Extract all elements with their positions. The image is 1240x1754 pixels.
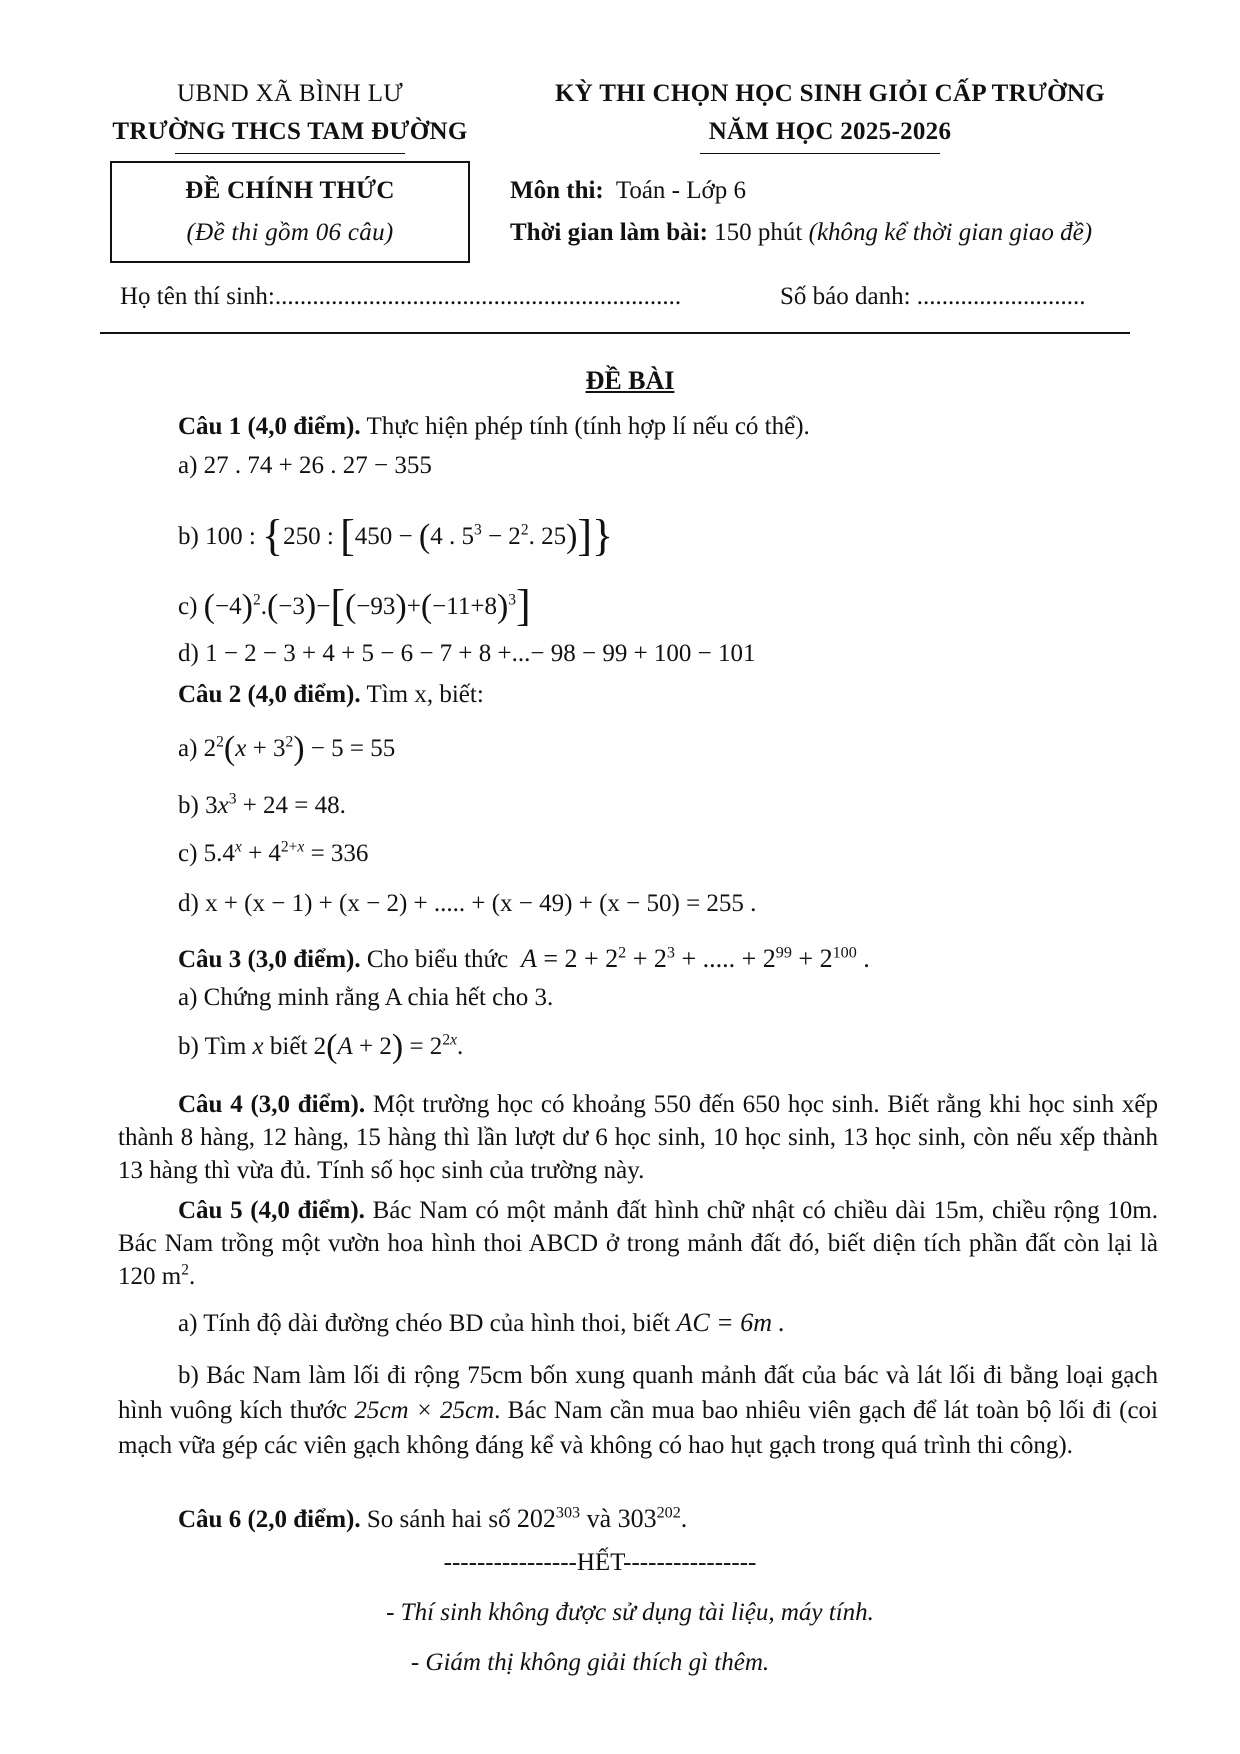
q5-b-text1: b) Bác Nam làm lối đi rộng 75cm bốn xung quanh mảnh đất của bác và lát lối đi bằng loại gạch hình vuông kích thước	[118, 1362, 1158, 1424]
header-rule	[100, 332, 1130, 334]
school-name: TRƯỜNG THCS TAM ĐƯỜNG	[112, 118, 468, 145]
footer-note-2: - Giám thị không giải thích gì thêm.	[410, 1649, 770, 1676]
q5-b	[118, 1358, 1158, 1463]
q1-d: d) 1 − 2 − 3 + 4 + 5 − 6 − 7 + 8 +...− 98 − 99 + 100 − 101	[178, 640, 756, 667]
school-underline	[175, 153, 405, 154]
q2-c: c) $5.4^x + 4^{2+x} = 336$	[178, 838, 369, 867]
q2-d: d) x + (x − 1) + (x − 2) + ..... + (x − 49) + (x − 50) = 255 .	[178, 890, 757, 917]
q1-c: c) $(-4)^2.(-3)-[(-93)+(-11+8)^3]$	[178, 581, 531, 630]
time-note: (không kể thời gian giao đề)	[808, 219, 1093, 246]
q5-text: Bác Nam có một mảnh đất hình chữ nhật có chiều dài 15m, chiều rộng 10m. Bác Nam trồng một vườn hoa hình thoi ABCD ở trong mảnh đất đó, biết diện tích phần đất còn lại là 120 m	[118, 1197, 1158, 1290]
q4-paragraph	[118, 1088, 1158, 1187]
q1-label: Câu 1 (4,0 điểm).	[178, 413, 361, 440]
q6-text: So sánh hai số	[366, 1506, 511, 1533]
q5-b-text2: . Bác Nam cần mua bao nhiêu viên gạch để lát toàn bộ lối đi (coi mạch vữa gép các viên gạch không đáng kể và không có hao hụt gạch trong quá trình thi công).	[118, 1397, 1158, 1459]
school-year: NĂM HỌC 2025-2026	[708, 118, 952, 145]
q2-label: Câu 2 (4,0 điểm).	[178, 681, 361, 708]
authority-name: UBND XÃ BÌNH LƯ	[177, 80, 403, 107]
subject-label: Môn thi:	[510, 177, 604, 204]
q3-expression: $A = 2 + 2^2 + 2^3$ + ..... + $2^{99} + 2^{100}$ .	[520, 944, 870, 973]
q3-b: b) Tìm x biết $2(A + 2) = 2^{2x}$.	[178, 1028, 464, 1065]
subject-value: Toán - Lớp 6	[615, 177, 747, 204]
q2-text: Tìm x, biết:	[366, 681, 484, 708]
q1-text: Thực hiện phép tính (tính hợp lí nếu có thể).	[366, 413, 810, 440]
q2-heading	[178, 678, 484, 712]
q3-text: Cho biểu thức	[366, 946, 509, 973]
q5-a-text: a) Tính độ dài đường chéo BD của hình thoi, biết	[178, 1310, 671, 1337]
official-box	[110, 161, 470, 263]
q1-b: b) 100 : {250 : [450 − (4 . $5^3 - 2^2$. 25)]}	[178, 511, 614, 560]
q2-b: b) $3x^3 + 24 = 48$.	[178, 790, 346, 819]
year-underline	[700, 153, 940, 154]
time-value: 150 phút	[714, 219, 803, 246]
q1-b-prefix: b) 100 :	[178, 523, 256, 550]
time-line	[510, 216, 1092, 250]
q3-a: a) Chứng minh rằng A chia hết cho 3.	[178, 984, 554, 1011]
q6-label: Câu 6 (2,0 điểm).	[178, 1506, 361, 1533]
q1-a: a) 27 . 74 + 26 . 27 − 355	[178, 452, 432, 479]
q2-a: a) $2^2(x + 3^2) - 5 = 55$	[178, 730, 396, 767]
q5-a	[178, 1308, 785, 1338]
q6-heading	[178, 1502, 687, 1537]
q1-c-prefix: c)	[178, 593, 198, 620]
section-title: ĐỀ BÀI	[585, 366, 675, 395]
q3-heading	[178, 942, 870, 977]
official-note: (Đề thi gồm 06 câu)	[186, 219, 394, 246]
candidate-number-field: Số báo danh: ...........................	[780, 283, 1086, 310]
q1-heading	[178, 410, 810, 444]
q5-paragraph: Câu 5 (4,0 điểm). Bác Nam có một mảnh đất hình chữ nhật có chiều dài 15m, chiều rộng 10m. Bác Nam trồng một vườn hoa hình thoi ABCD ở trong mảnh đất đó, biết diện tích phần đất còn lại là 120 $m^2$.	[118, 1197, 1158, 1290]
time-label: Thời gian làm bài:	[510, 219, 708, 246]
candidate-name-field: Họ tên thí sinh:.................................................................	[120, 283, 682, 310]
q5-a-math: AC = 6m .	[676, 1308, 785, 1337]
q3-label: Câu 3 (3,0 điểm).	[178, 946, 361, 973]
footer-note-1: - Thí sinh không được sử dụng tài liệu, máy tính.	[386, 1599, 874, 1626]
q6-numbers: $202^{303}$ và $303^{202}$.	[516, 1504, 688, 1533]
exam-title: KỲ THI CHỌN HỌC SINH GIỎI CẤP TRƯỜNG	[555, 80, 1105, 107]
q5-b-math: 25cm × 25cm	[354, 1397, 495, 1424]
q4-text: Một trường học có khoảng 550 đến 650 học sinh. Biết rằng khi học sinh xếp thành 8 hàng, 12 hàng, 15 hàng thì lần lượt dư 6 học sinh, 10 học sinh, 13 học sinh, còn nếu xếp thành 13 hàng thì vừa đủ. Tính số học sinh của trường này.	[118, 1091, 1158, 1184]
official-title: ĐỀ CHÍNH THỨC	[185, 177, 395, 204]
q4-label: Câu 4 (3,0 điểm).	[178, 1091, 366, 1118]
end-marker: ----------------HẾT----------------	[443, 1549, 757, 1576]
subject-line	[510, 174, 746, 208]
q5-label: Câu 5 (4,0 điểm).	[178, 1197, 365, 1224]
